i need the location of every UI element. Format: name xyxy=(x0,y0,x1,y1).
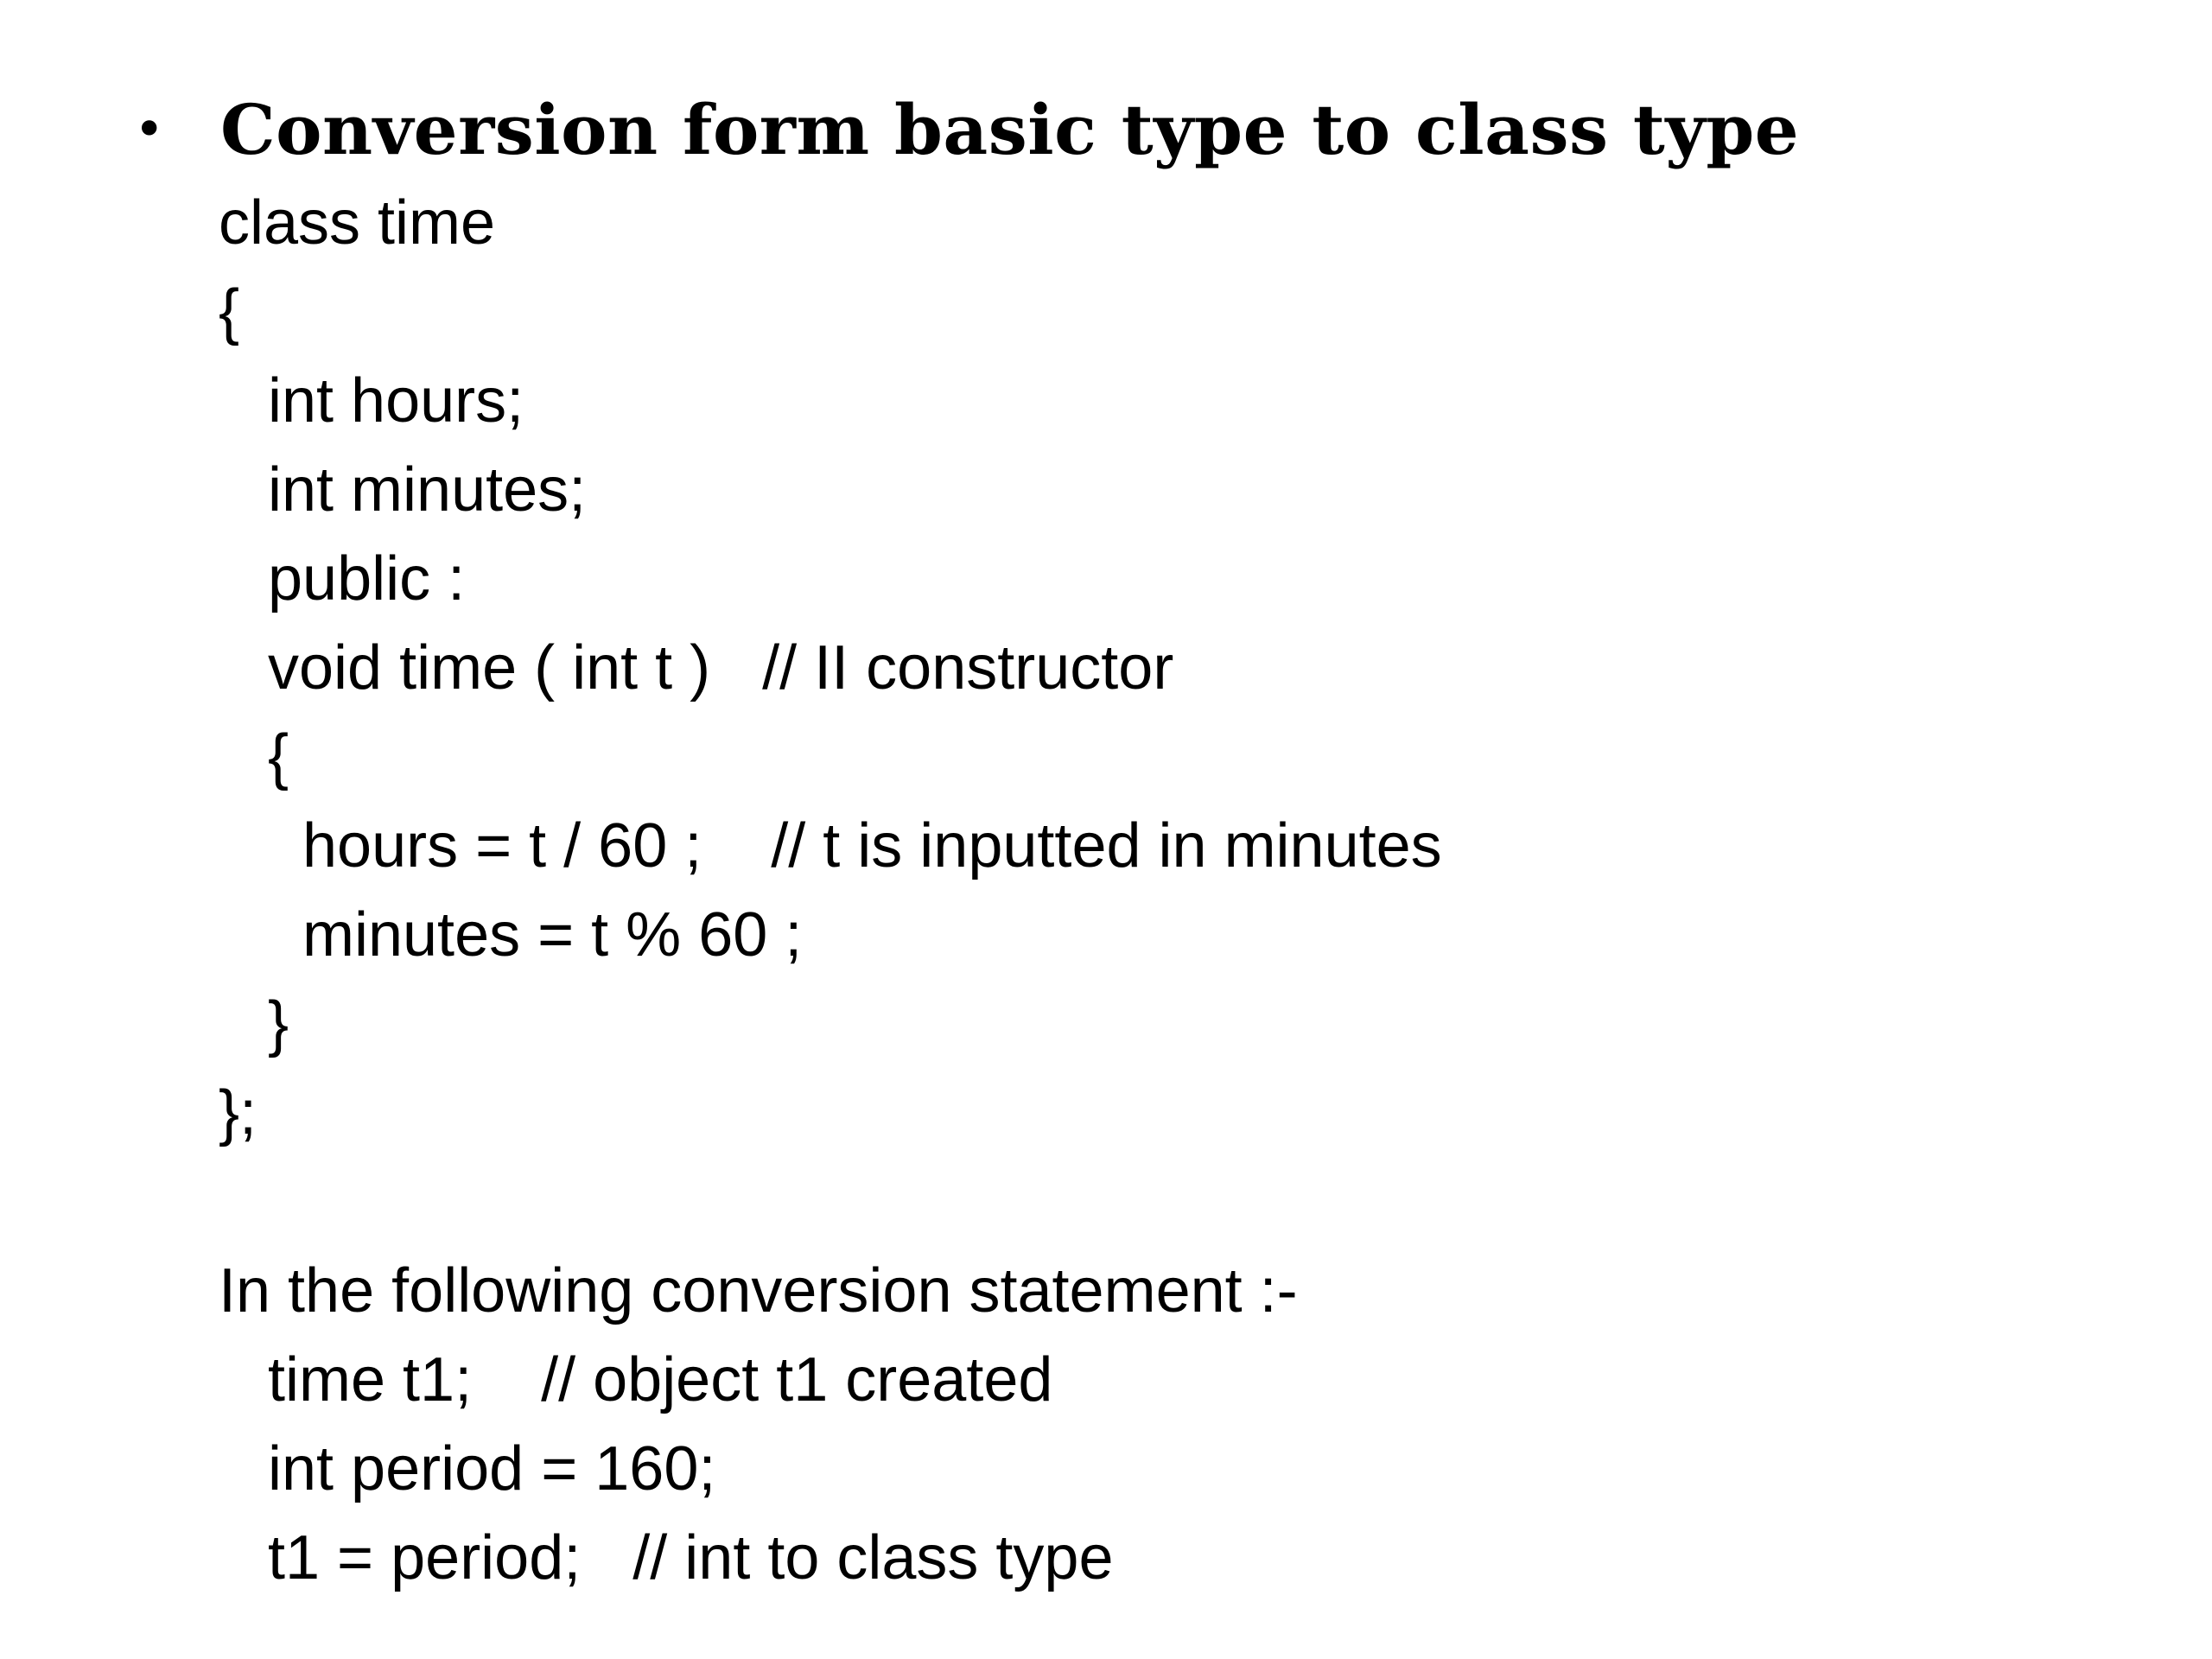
code-line-constructor: void time ( int t ) // II constructor xyxy=(268,633,1174,702)
code-line-hours-decl: int hours; xyxy=(268,366,524,435)
code-line-minutes-decl: int minutes; xyxy=(268,455,587,524)
code-line-open-brace: { xyxy=(219,277,240,346)
code-line-class-close: }; xyxy=(219,1078,257,1147)
code-line-class-time: class time xyxy=(219,188,496,257)
code-line-hours-assign: hours = t / 60 ; // t is inputted in minutes xyxy=(302,811,1442,880)
code-line-ctor-open-brace: { xyxy=(268,722,289,791)
code-line-ctor-close-brace: } xyxy=(268,989,289,1058)
code-line-object-decl: time t1; // object t1 created xyxy=(268,1345,1053,1414)
code-line-public: public : xyxy=(268,544,466,613)
explanation-text: In the following conversion statement :- xyxy=(219,1256,1298,1325)
code-line-assignment: t1 = period; // int to class type xyxy=(268,1523,1114,1592)
code-line-period-decl: int period = 160; xyxy=(268,1434,716,1503)
code-line-minutes-assign: minutes = t % 60 ; xyxy=(302,900,803,969)
bullet-marker: • xyxy=(134,99,165,160)
slide-heading: Conversion form basic type to class type xyxy=(220,89,1800,170)
